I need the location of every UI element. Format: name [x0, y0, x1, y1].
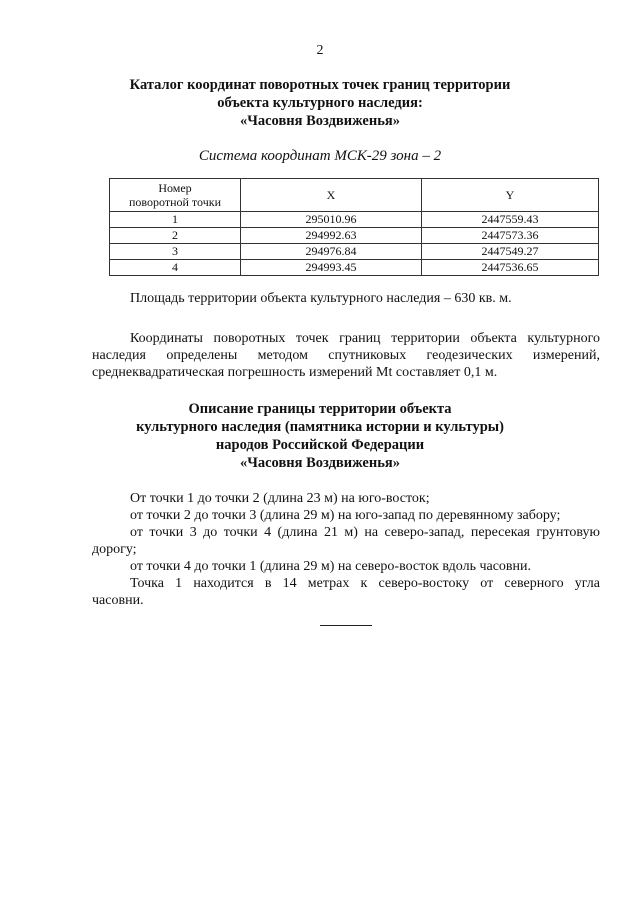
cell-y: 2447536.65 [422, 260, 599, 276]
coordinates-table [109, 178, 599, 276]
description-title [0, 400, 640, 472]
area-text: Площадь территории объекта культурного наследия – 630 кв. м. [130, 291, 512, 306]
cell-y: 2447559.43 [422, 212, 599, 228]
cell-y: 2447573.36 [422, 228, 599, 244]
cell-n: 1 [110, 212, 241, 228]
route-line-5: от точки 4 до точки 1 (длина 29 м) на северо-восток вдоль часовни. [130, 559, 532, 574]
description-title-line-3: народов Российской Федерации [215, 437, 425, 453]
header-y: Y [422, 179, 599, 212]
cell-x: 294992.63 [241, 228, 422, 244]
description-title-line-1: Описание границы территории объекта [188, 401, 452, 417]
cell-x: 294993.45 [241, 260, 422, 276]
page-number: 2 [316, 43, 324, 58]
table-row [110, 228, 599, 244]
header-point-number: Номер поворотной точки [110, 179, 241, 212]
route-line-7: часовни. [92, 593, 144, 608]
description-title-line-2: культурного наследия (памятника истории и культуры) [136, 419, 504, 435]
route-line-1: От точки 1 до точки 2 (длина 23 м) на юго-восток; [130, 491, 430, 506]
method-line-1: Координаты поворотных точек границ территории объекта культурного [130, 331, 600, 346]
catalog-title-line-1: Каталог координат поворотных точек границ территории [129, 77, 511, 93]
end-rule [320, 625, 372, 626]
area-paragraph [92, 290, 600, 307]
route-line-6: Точка 1 находится в 14 метрах к северо-востоку от северного угла [130, 576, 600, 591]
method-line-3: среднеквадратическая погрешность измерений Mt составляет 0,1 м. [92, 365, 498, 380]
route-description [92, 490, 600, 609]
table-body [110, 212, 599, 276]
description-title-line-4: «Часовня Воздвиженья» [239, 455, 400, 471]
cell-y: 2447549.27 [422, 244, 599, 260]
cell-x: 294976.84 [241, 244, 422, 260]
cell-n: 2 [110, 228, 241, 244]
catalog-title-line-3: «Часовня Воздвиженья» [239, 113, 400, 129]
method-paragraph [92, 330, 600, 381]
cell-n: 4 [110, 260, 241, 276]
table-row [110, 212, 599, 228]
table-row [110, 260, 599, 276]
route-line-4: дорогу; [92, 542, 137, 557]
header-x: X [241, 179, 422, 212]
cell-x: 295010.96 [241, 212, 422, 228]
catalog-title-line-2: объекта культурного наследия: [217, 95, 423, 111]
method-line-2: наследия определены методом спутниковых геодезических измерений, [92, 348, 600, 363]
cell-n: 3 [110, 244, 241, 260]
route-line-2: от точки 2 до точки 3 (длина 29 м) на юго-запад по деревянному забору; [130, 508, 561, 523]
route-line-3: от точки 3 до точки 4 (длина 21 м) на северо-запад, пересекая грунтовую [130, 525, 600, 540]
catalog-title [0, 76, 640, 130]
coordinate-system: Система координат МСК-29 зона – 2 [198, 148, 442, 164]
table-row [110, 244, 599, 260]
table-header-row [110, 179, 599, 212]
